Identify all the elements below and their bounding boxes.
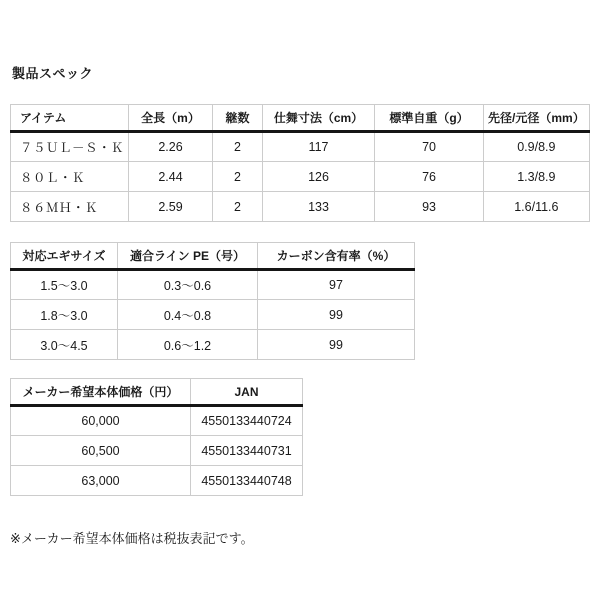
table-cell: 0.4〜0.8 bbox=[118, 300, 258, 330]
column-header-weight: 標準自重（g） bbox=[375, 105, 484, 132]
table-cell: 93 bbox=[375, 192, 484, 222]
price-header-row bbox=[11, 379, 303, 406]
column-header-diameter: 先径/元径（mm） bbox=[484, 105, 590, 132]
table-cell: 70 bbox=[375, 132, 484, 162]
item-name-cell: ８０Ｌ・Ｋ bbox=[11, 162, 129, 192]
table-row bbox=[11, 192, 590, 222]
table-cell: 0.9/8.9 bbox=[484, 132, 590, 162]
column-header-line-pe: 適合ライン PE（号） bbox=[118, 243, 258, 270]
column-header-length: 全長（m） bbox=[129, 105, 213, 132]
column-header-msrp: メーカー希望本体価格（円） bbox=[11, 379, 191, 406]
column-header-sections: 継数 bbox=[213, 105, 263, 132]
column-header-jan: JAN bbox=[191, 379, 303, 406]
table-cell: 2 bbox=[213, 192, 263, 222]
table-cell: 126 bbox=[263, 162, 375, 192]
table-cell: 76 bbox=[375, 162, 484, 192]
table-cell: 3.0〜4.5 bbox=[11, 330, 118, 360]
price-cell: 60,000 bbox=[11, 406, 191, 436]
table-row bbox=[11, 436, 303, 466]
column-header-closed-length: 仕舞寸法（cm） bbox=[263, 105, 375, 132]
spec-table bbox=[10, 104, 590, 222]
jan-cell: 4550133440748 bbox=[191, 466, 303, 496]
table-row bbox=[11, 466, 303, 496]
egi-header-row bbox=[11, 243, 415, 270]
table-cell: 2.44 bbox=[129, 162, 213, 192]
table-cell: 1.8〜3.0 bbox=[11, 300, 118, 330]
table-cell: 117 bbox=[263, 132, 375, 162]
price-cell: 63,000 bbox=[11, 466, 191, 496]
table-cell: 2.26 bbox=[129, 132, 213, 162]
item-name-cell: ８６ＭＨ・Ｋ bbox=[11, 192, 129, 222]
table-row bbox=[11, 300, 415, 330]
column-header-carbon: カーボン含有率（%） bbox=[258, 243, 415, 270]
item-name-cell: ７５ＵＬ－Ｓ・Ｋ bbox=[11, 132, 129, 162]
table-cell: 99 bbox=[258, 300, 415, 330]
page-title: 製品スペック bbox=[12, 66, 94, 81]
table-cell: 0.3〜0.6 bbox=[118, 270, 258, 300]
table-row bbox=[11, 132, 590, 162]
table-cell: 1.5〜3.0 bbox=[11, 270, 118, 300]
table-cell: 2 bbox=[213, 132, 263, 162]
table-cell: 2 bbox=[213, 162, 263, 192]
table-row bbox=[11, 162, 590, 192]
column-header-egi-size: 対応エギサイズ bbox=[11, 243, 118, 270]
table-cell: 97 bbox=[258, 270, 415, 300]
price-cell: 60,500 bbox=[11, 436, 191, 466]
jan-cell: 4550133440724 bbox=[191, 406, 303, 436]
price-table bbox=[10, 378, 303, 496]
table-cell: 2.59 bbox=[129, 192, 213, 222]
table-cell: 1.3/8.9 bbox=[484, 162, 590, 192]
tax-footnote: ※メーカー希望本体価格は税抜表記です。 bbox=[10, 531, 254, 546]
jan-cell: 4550133440731 bbox=[191, 436, 303, 466]
table-cell: 1.6/11.6 bbox=[484, 192, 590, 222]
spec-header-row bbox=[11, 105, 590, 132]
column-header-item: アイテム bbox=[11, 105, 129, 132]
table-row bbox=[11, 406, 303, 436]
table-cell: 0.6〜1.2 bbox=[118, 330, 258, 360]
table-row bbox=[11, 330, 415, 360]
table-cell: 99 bbox=[258, 330, 415, 360]
table-cell: 133 bbox=[263, 192, 375, 222]
table-row bbox=[11, 270, 415, 300]
egi-size-table bbox=[10, 242, 415, 360]
